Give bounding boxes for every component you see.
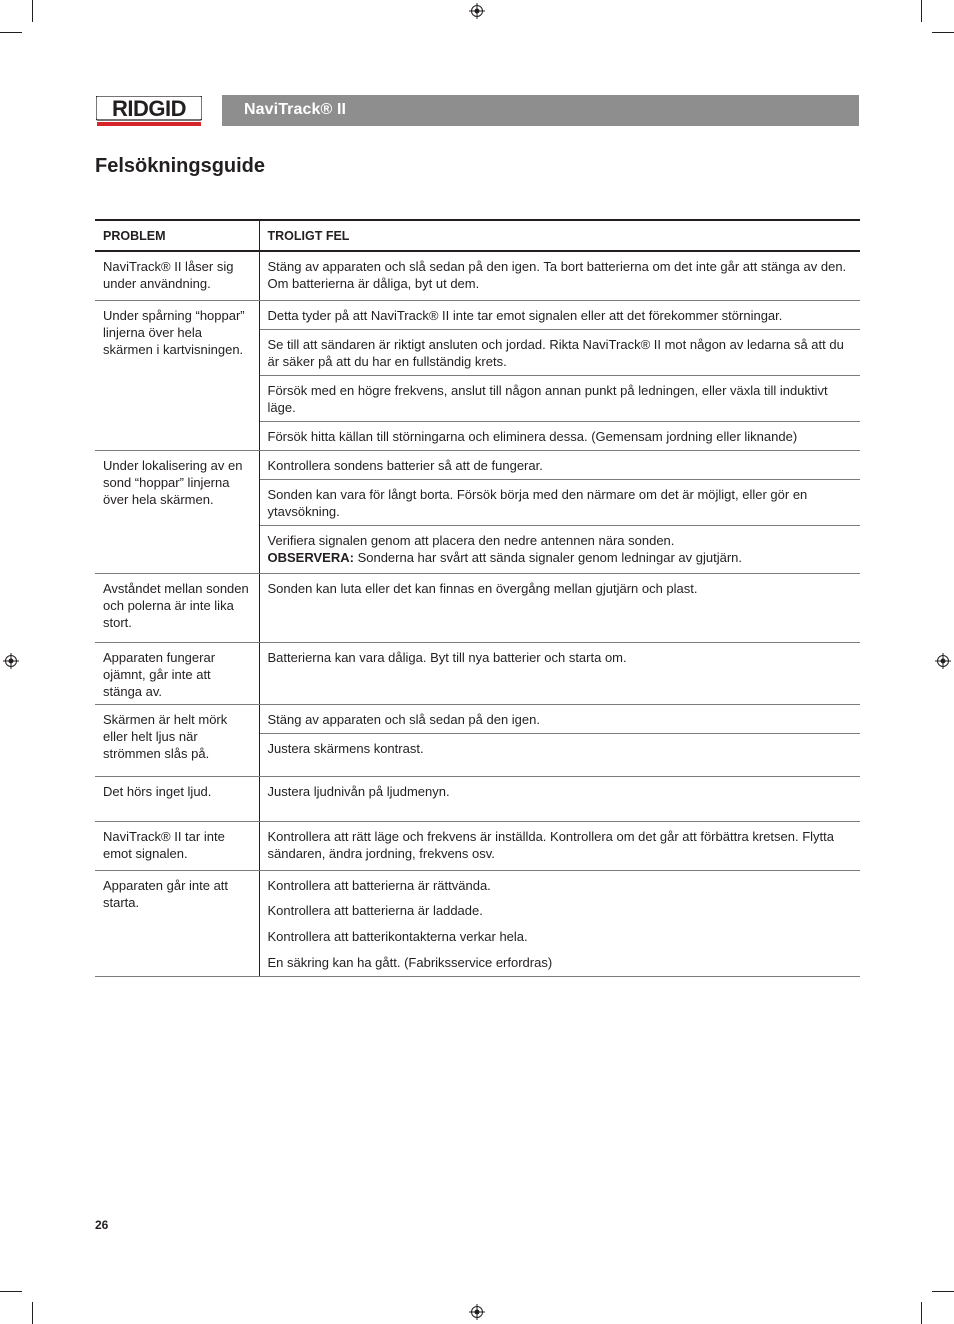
table-row xyxy=(95,776,860,821)
crop-mark xyxy=(921,0,922,22)
problem-cell: Apparaten fungerar ojämnt, går inte att stänga av. xyxy=(95,642,259,704)
problem-cell: Under lokalisering av en sond “hoppar” linjerna över hela skärmen. xyxy=(95,450,259,573)
problem-cell: Det hörs inget ljud. xyxy=(95,776,259,821)
crop-mark xyxy=(0,1291,22,1292)
registration-mark-icon xyxy=(469,3,485,19)
fault-cell: En säkring kan ha gått. (Fabriksservice erfordras) xyxy=(259,948,860,977)
fault-cell: Kontrollera att rätt läge och frekvens är inställda. Kontrollera om det går att förbättra kretsen. Flytta sändaren, ändra jordning, frekvens osv. xyxy=(259,821,860,870)
observe-label: OBSERVERA: xyxy=(267,549,354,565)
fault-cell: Kontrollera att batterikontakterna verkar hela. xyxy=(267,929,528,944)
fault-cell: Batterierna kan vara dåliga. Byt till nya batterier och starta om. xyxy=(259,642,860,704)
table-row xyxy=(95,251,860,300)
problem-cell: NaviTrack® II tar inte emot signalen. xyxy=(95,821,259,870)
fault-cell: Kontrollera sondens batterier så att de fungerar. xyxy=(259,450,860,479)
brand-text: RIDGID xyxy=(112,96,186,121)
fault-cell: Kontrollera att batterierna är laddade. xyxy=(267,903,483,918)
table-row xyxy=(95,704,860,733)
table-row xyxy=(95,300,860,329)
table-row xyxy=(95,870,860,896)
crop-mark xyxy=(32,0,33,22)
product-name: NaviTrack® II xyxy=(244,101,347,118)
fault-cell: Sonden kan vara för långt borta. Försök börja med den närmare om det är möjligt, eller gör en ytavsökning. xyxy=(259,479,860,525)
fault-cell: Stäng av apparaten och slå sedan på den igen. xyxy=(259,704,860,733)
fault-cell: Sonden kan luta eller det kan finnas en övergång mellan gjutjärn och plast. xyxy=(259,573,860,642)
crop-mark xyxy=(921,1302,922,1324)
fault-cell: Justera skärmens kontrast. xyxy=(259,733,860,776)
fault-cell: Kontrollera att batterierna är rättvända. xyxy=(267,877,491,893)
registration-mark-icon xyxy=(3,653,19,669)
problem-cell: Skärmen är helt mörk eller helt ljus när strömmen slås på. xyxy=(95,704,259,776)
fault-cell: Justera ljudnivån på ljudmenyn. xyxy=(259,776,860,821)
problem-cell: NaviTrack® II låser sig under användning. xyxy=(95,251,259,300)
fault-cell xyxy=(259,525,860,573)
table-header-row xyxy=(95,220,860,251)
observe-text: Sonderna har svårt att sända signaler genom ledningar av gjutjärn. xyxy=(353,549,743,565)
header-bar xyxy=(222,95,859,126)
column-header-problem: PROBLEM xyxy=(95,220,259,251)
problem-cell: Apparaten går inte att starta. xyxy=(95,870,259,977)
registration-mark-icon xyxy=(469,1304,485,1320)
crop-mark xyxy=(932,32,954,33)
column-header-fault: TROLIGT FEL xyxy=(259,220,860,251)
table-row xyxy=(95,821,860,870)
problem-cell: Under spårning “hoppar” linjerna över hela skärmen i kartvisningen. xyxy=(95,300,259,450)
fault-cell: Detta tyder på att NaviTrack® II inte tar emot signalen eller att det förekommer störningar. xyxy=(259,300,860,329)
fault-cell: Försök med en högre frekvens, anslut till någon annan punkt på ledningen, eller växla till induktivt läge. xyxy=(259,375,860,421)
table-row xyxy=(95,573,860,642)
fault-cell: Stäng av apparaten och slå sedan på den igen. Ta bort batterierna om det inte går att stänga av den. Om batterierna är dåliga, byt ut dem. xyxy=(259,251,860,300)
page-title: Felsökningsguide xyxy=(95,155,266,177)
crop-mark xyxy=(0,32,22,33)
table-row xyxy=(95,642,860,704)
problem-cell: Avståndet mellan sonden och polerna är inte lika stort. xyxy=(95,573,259,642)
troubleshooting-table xyxy=(95,219,860,977)
fault-cell: Se till att sändaren är riktigt ansluten och jordad. Rikta NaviTrack® II mot någon av ledarna så att du är säker på att du har en fullständig krets. xyxy=(259,329,860,375)
crop-mark xyxy=(932,1291,954,1292)
fault-cell: Försök hitta källan till störningarna och eliminera dessa. (Gemensam jordning eller liknande) xyxy=(259,421,860,450)
crop-mark xyxy=(32,1302,33,1324)
ridgid-logo xyxy=(96,96,202,128)
table-row xyxy=(95,450,860,479)
page-number: 26 xyxy=(95,1218,109,1232)
fault-text: Verifiera signalen genom att placera den nedre antennen nära sonden. xyxy=(267,532,675,548)
registration-mark-icon xyxy=(935,653,951,669)
